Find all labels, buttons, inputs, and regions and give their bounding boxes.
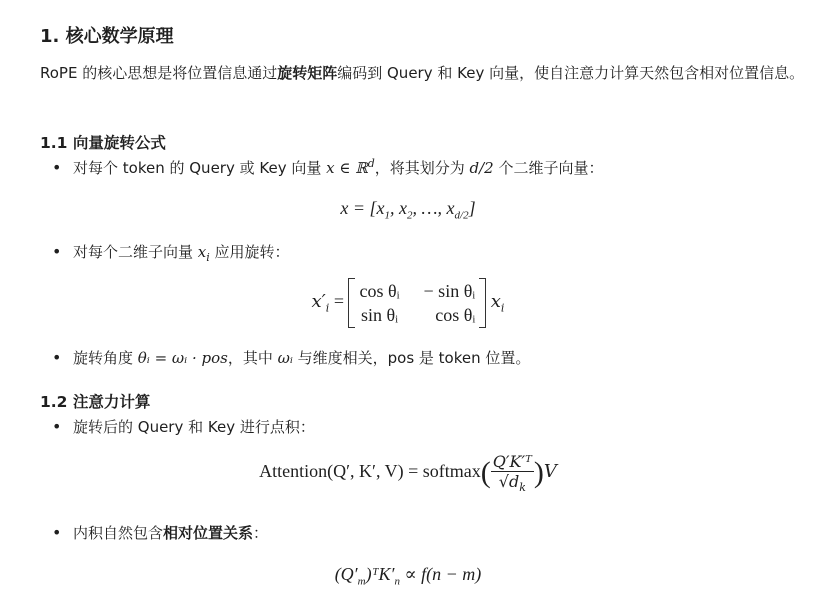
bullet-icon: • — [52, 158, 62, 177]
matrix-cell: sin θᵢ — [360, 305, 399, 325]
math-sub: i — [500, 301, 505, 315]
equation-split — [0, 198, 816, 222]
equation-attention: Attention(Q′, K′, V) = softmax( $\frac{\text{Q′K′ᵀ}}{√d_k}$ )V — [259, 452, 557, 495]
subsection-title-1-2: 1.2 注意力计算 — [40, 393, 151, 411]
intro-text-after: 编码到 Query 和 Key 向量，使自注意力计算天然包含相对位置信息。 — [337, 64, 805, 82]
math: = — [329, 291, 349, 312]
math-sub: d/2 — [454, 209, 469, 222]
math: x — [197, 243, 207, 261]
math: θᵢ = ωᵢ · pos — [137, 349, 228, 367]
equation-rotation — [0, 278, 816, 328]
math-sub: i — [325, 301, 330, 315]
intro-bold: 旋转矩阵 — [277, 64, 338, 82]
matrix-cell: − sin θᵢ — [423, 281, 476, 301]
math: Attention(Q′, K′, V) = softmax — [259, 461, 481, 482]
list-item — [52, 241, 290, 264]
bullet-icon: • — [52, 523, 62, 542]
text: ： — [253, 524, 269, 542]
denominator: √d — [498, 472, 520, 491]
text: 旋转角度 — [73, 349, 138, 367]
bracket-left — [348, 278, 355, 328]
math-sub: m — [357, 575, 366, 588]
fraction — [491, 452, 534, 494]
list-item — [52, 347, 530, 368]
text: 旋转后的 Query 和 Key 进行点积： — [73, 418, 315, 436]
math: d/2 — [469, 159, 494, 177]
matrix-cell: cos θᵢ — [435, 305, 476, 325]
math: ] — [468, 198, 476, 218]
math: V — [543, 461, 557, 483]
bracket-right — [479, 278, 486, 328]
subsection-title-1-1: 1.1 向量旋转公式 — [40, 134, 166, 152]
text: 与维度相关，pos 是 token 位置。 — [292, 349, 531, 367]
intro-paragraph — [40, 60, 810, 87]
text: ，将其划分为 — [374, 159, 470, 177]
list-item — [52, 416, 315, 437]
bullet-icon: • — [52, 242, 62, 261]
math: (Q′ — [334, 564, 358, 584]
math: x — [490, 291, 501, 313]
math: x = [x — [340, 198, 385, 218]
math: , x — [390, 198, 408, 218]
math-sub: 1 — [384, 209, 391, 222]
text: 内积自然包含 — [73, 524, 164, 542]
math: x ∈ ℝ — [326, 159, 368, 177]
math-sub: 2 — [407, 209, 413, 222]
text: 对每个 token 的 Query 或 Key 向量 — [73, 159, 327, 177]
numerator: Q′K′ᵀ — [492, 452, 532, 471]
math: , …, x — [412, 198, 455, 218]
math: )ᵀK′ — [365, 564, 395, 584]
math-sub: k — [519, 481, 526, 495]
math: ∝ f(n − m) — [399, 564, 482, 584]
equation-relative — [0, 564, 816, 588]
list-item — [52, 157, 604, 178]
intro-text: RoPE 的核心思想是将位置信息通过 — [40, 64, 278, 82]
text: ，其中 — [227, 349, 278, 367]
matrix-cell: cos θᵢ — [359, 281, 400, 301]
bullet-icon: • — [52, 348, 62, 367]
math-sup: d — [367, 157, 375, 170]
math-sub: n — [394, 575, 400, 588]
rotation-matrix — [348, 278, 486, 328]
bullet-icon: • — [52, 417, 62, 436]
bold-text: 相对位置关系 — [163, 524, 254, 542]
list-item — [52, 522, 268, 543]
text: 对每个二维子向量 — [73, 243, 198, 261]
section-title: 1. 核心数学原理 — [40, 26, 174, 47]
math: ωᵢ — [277, 349, 293, 367]
math-sub: i — [206, 251, 210, 264]
math: x′ — [311, 291, 326, 313]
text: 个二维子向量： — [493, 159, 604, 177]
text: 应用旋转： — [209, 243, 290, 261]
